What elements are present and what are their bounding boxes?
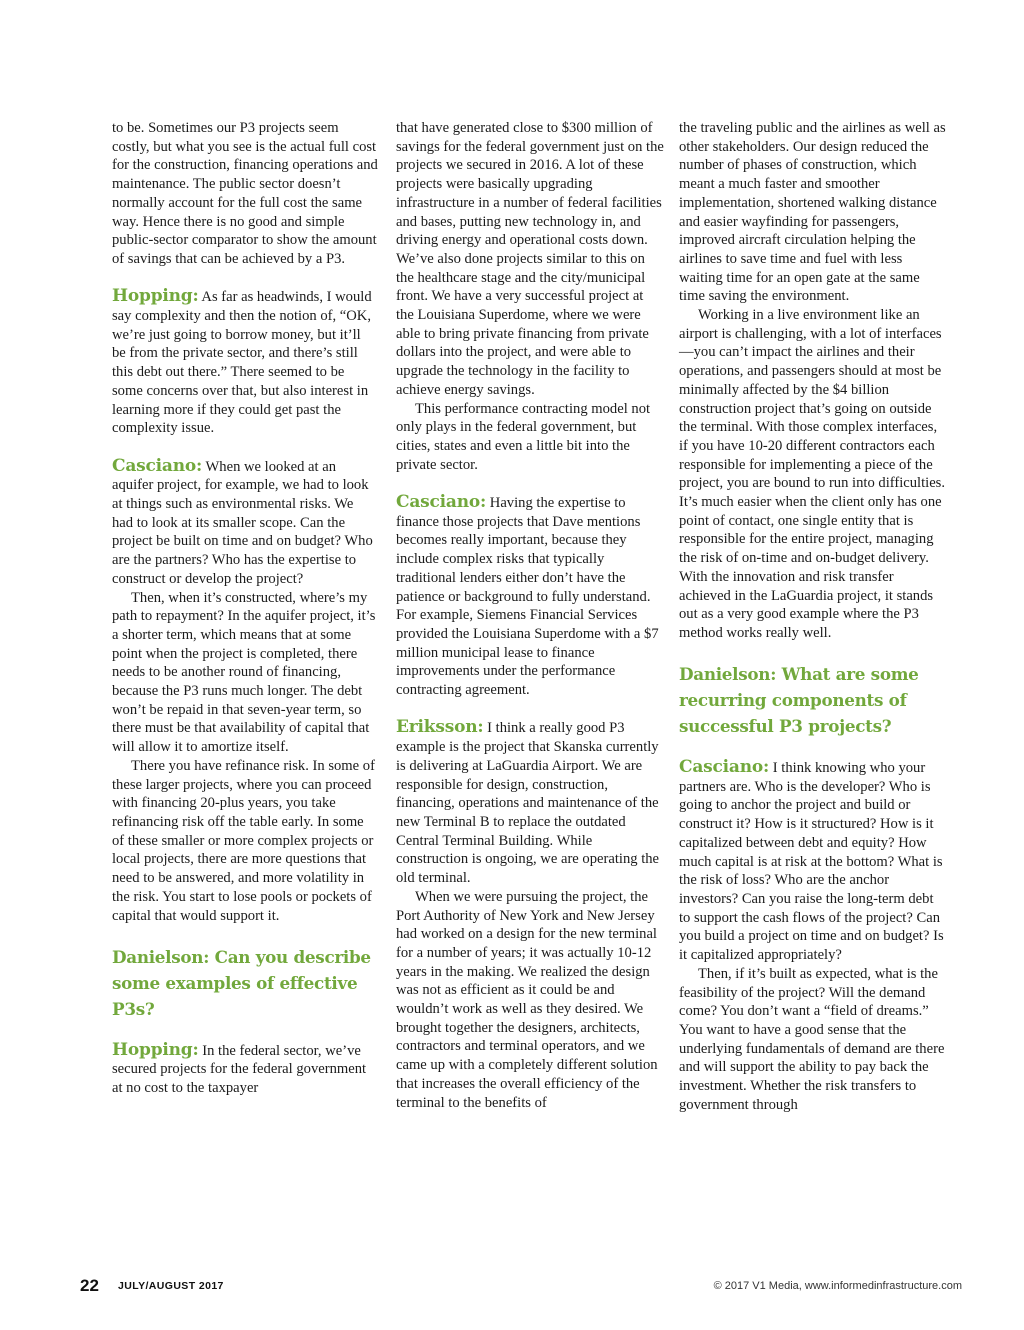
- speaker-label: Casciano:: [679, 757, 770, 778]
- speaker-label: Hopping:: [112, 1039, 199, 1060]
- paragraph: [679, 758, 947, 965]
- paragraph-text: When we looked at an aquifer project, for example, we had to look at things such as environmental risks. We had to look at its smaller scope. Can the project be built on time and on budget? Who are the partners? Who has the expertise to construct or develop the project?: [112, 458, 373, 587]
- paragraph: [396, 493, 664, 700]
- paragraph: There you have refinance risk. In some of these larger projects, where you can proceed with financing 20-plus years, you take refinancing risk off the table early. In some of these smaller or more complex projects or local projects, there are more questions that need to be answered, and more volatility in the risk. You start to lose pools or pockets of capital that would support it.: [112, 757, 375, 924]
- paragraph-text: As far as headwinds, I would say complexity and then the notion of, “OK, we’re just going to borrow money, but it’ll be from the private sector, and there’s still this debt out there.” There seemed to be some concerns over that, but also interest in learning more if they could get past the complexity issue.: [112, 289, 372, 437]
- speaker-label: Eriksson:: [396, 717, 484, 738]
- issue-date: JULY/AUGUST 2017: [118, 1280, 224, 1292]
- column-2: [396, 119, 664, 1112]
- speaker-label: Casciano:: [396, 492, 487, 513]
- page-footer: [80, 1276, 962, 1298]
- paragraph: to be. Sometimes our P3 projects seem costly, but what you see is the actual full cost for the construction, financing operations and maintenance. The public sector doesn’t normally account for the full cost the same way. Hence there is no good and simple public-sector comparator to show the amount of savings that can be achieved by a P3.: [112, 120, 378, 267]
- question-heading: Danielson: What are some recurring components of successful P3 projects?: [679, 664, 919, 737]
- column-1: [112, 119, 378, 1098]
- paragraph: [112, 1041, 378, 1098]
- paragraph: Then, if it’s built as expected, what is the feasibility of the project? Will the demand come? You don’t want a “field of dreams.” You want to have a good sense that the underlying fundamentals of demand are there and will support the ability to pay back the investment. Whether the risk transfers to government through: [679, 965, 945, 1113]
- paragraph: [396, 718, 664, 887]
- paragraph-text: I think a really good P3 example is the project that Skanska currently is delivering at LaGuardia Airport. We are responsible for design, construction, financing, operations and maintenance of the new Terminal B to replace the outdated Central Terminal Building. While construction is ongoing, we are operating the old terminal.: [396, 720, 660, 887]
- speaker-label: Hopping:: [112, 286, 199, 307]
- paragraph: When we were pursuing the project, the Port Authority of New York and New Jersey had worked on a design for the new terminal for a number of years; it was actually 10-12 years in the making. We realized the design was not as efficient as it could be and wouldn’t work as well as they desired. We brought together the designers, architects, contractors and terminal operators, and we came up with a completely different solution that increases the overall efficiency of the terminal to the benefits of: [396, 888, 658, 1111]
- question-heading: Danielson: Can you describe some examples of effective P3s?: [112, 946, 371, 1019]
- paragraph: [112, 457, 378, 589]
- speaker-label: Casciano:: [112, 455, 203, 476]
- paragraph: [112, 287, 378, 438]
- paragraph: This performance contracting model not only plays in the federal government, but cities, states and even a little bit into the private sector.: [396, 400, 651, 473]
- paragraph-text: Having the expertise to finance those projects that Dave mentions becomes really important, because they include complex risks that typically traditional lenders either don’t have the patience or background to fully understand. For example, Siemens Financial Services provided the Louisiana Superdome with a $7 million municipal lease to finance improvements under the performance contracting agreement.: [396, 495, 659, 699]
- page-number: 22: [80, 1276, 99, 1295]
- paragraph: the traveling public and the airlines as well as other stakeholders. Our design reduced the number of phases of construction, which meant a much faster and smoother implementation, shortened walking distance and easier wayfinding for passengers, improved aircraft circulation helping the airlines to save time and fuel with less waiting time for an open gate at the same time saving the environment.: [679, 120, 946, 305]
- paragraph: Then, when it’s constructed, where’s my path to repayment? In the aquifer project, it’s a shorter term, which means that at some point when the project is completed, there needs to be another round of financing, because the P3 runs much longer. The debt won’t be repaid in that seven-year term, so there must be that availability of capital that will allow it to amortize itself.: [112, 589, 376, 756]
- paragraph: Working in a live environment like an airport is challenging, with a lot of interfaces—you can’t impact the airlines and their operations, and passengers should at most be minimally affected by the $4 billion construction project that’s going on outside the terminal. With those complex interfaces, if you have 10-20 different contractors each responsible for implementing a piece of the project, you are bound to run into difficulties. It’s much easier when the client only has one point of contact, one single entity that is responsible for the entire project, managing the risk of on-time and on-budget delivery. With the innovation and risk transfer achieved in the LaGuardia project, it stands out as a very good example where the P3 method works really well.: [679, 307, 946, 641]
- copyright-notice: © 2017 V1 Media, www.informedinfrastructure.com: [713, 1280, 962, 1292]
- column-3: [679, 119, 947, 1114]
- paragraph: that have generated close to $300 million of savings for the federal government just on the projects we secured in 2016. A lot of these projects were basically upgrading infrastructure in a number of federal facilities and bases, putting new technology in, and driving energy and operational costs down. We’ve also done projects similar to this on the healthcare stage and the city/municipal front. We have a very successful project at the Louisiana Superdome, where we were able to bring private financing from private dollars into the project, and were able to upgrade the technology in the facility to achieve energy savings.: [396, 120, 664, 398]
- paragraph-text: I think knowing who your partners are. Who is the developer? Who is going to anchor the project and build or construct it? How is it structured? How is it capitalized between debt and equity? How much capital is at risk at the bottom? What is the risk of loss? Who are the anchor investors? Can you raise the long-term debt to support the cash flows of the project? Can you build a project on time and on budget? Is it capitalized appropriately?: [679, 760, 944, 964]
- paragraph-text: In the federal sector, we’ve secured projects for the federal government at no cost to the taxpayer: [112, 1042, 367, 1096]
